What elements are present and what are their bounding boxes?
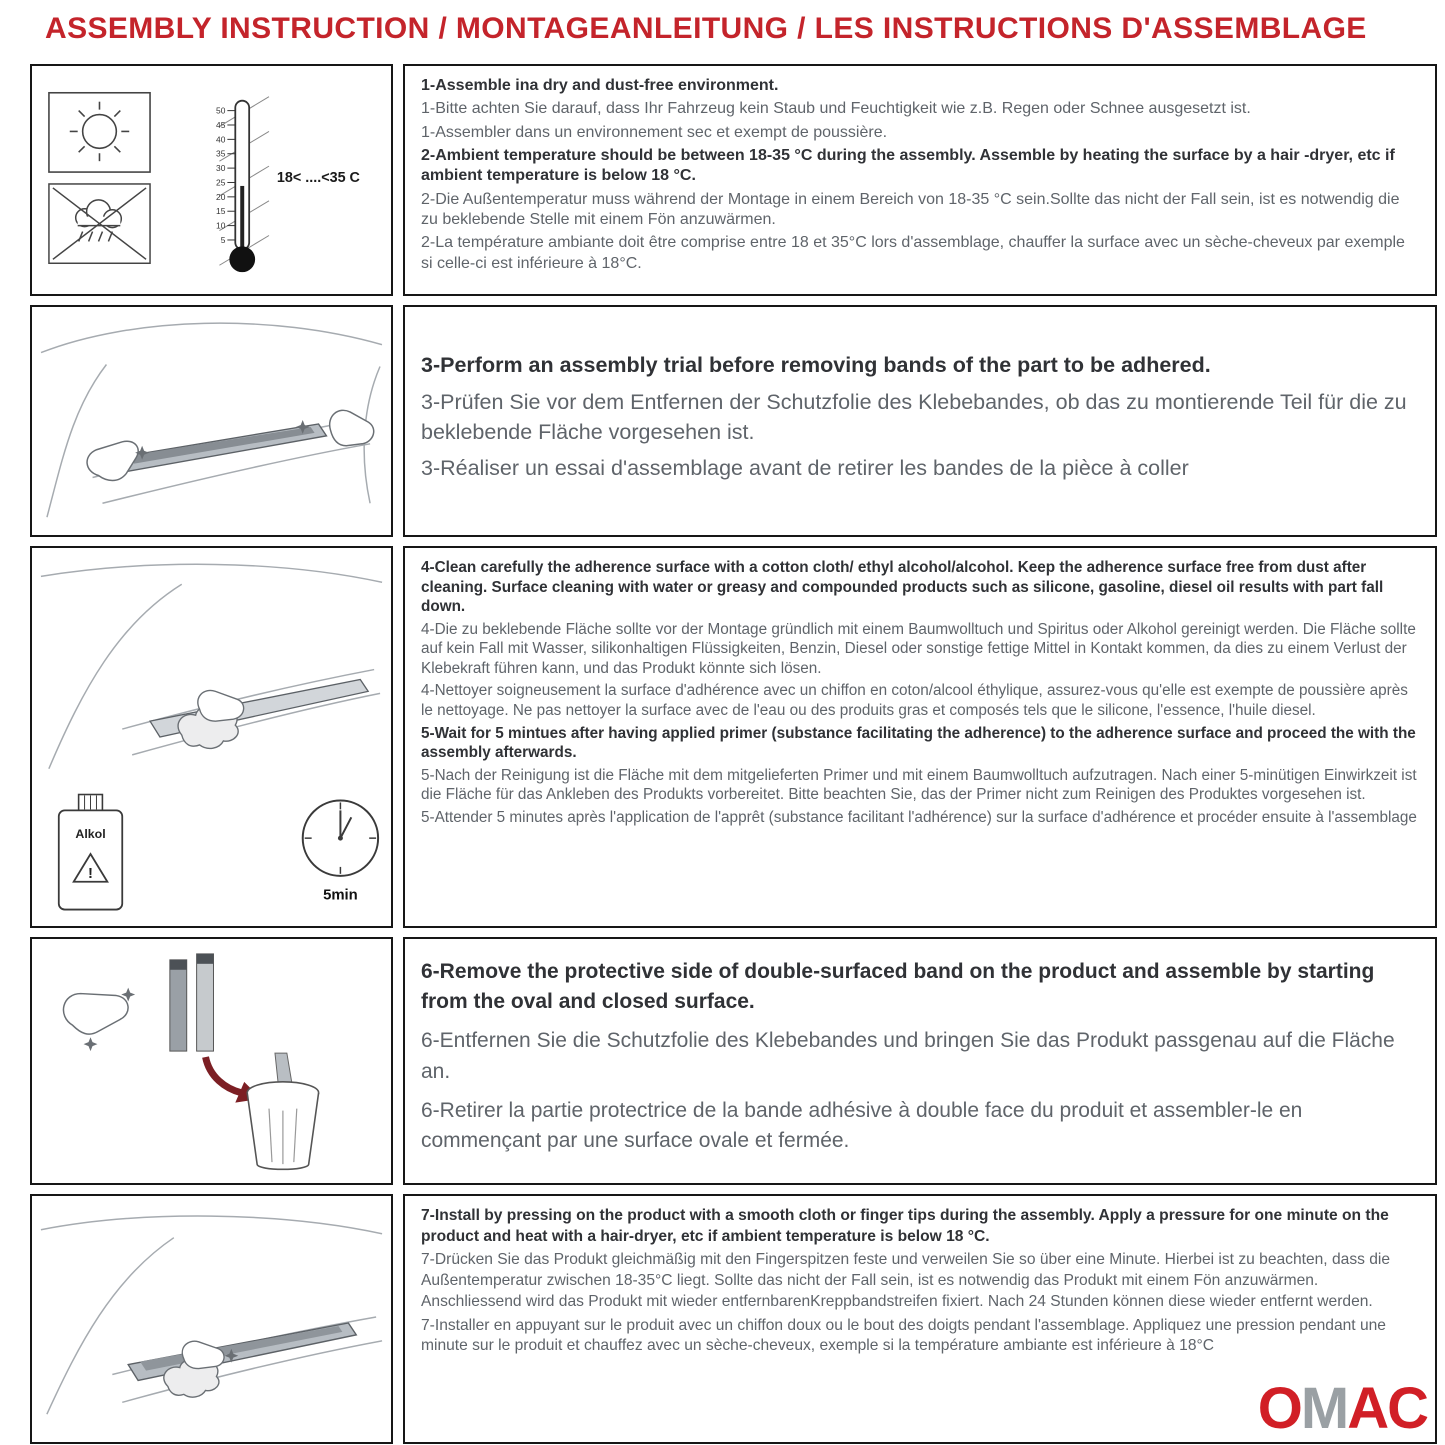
step-7-text <box>403 1194 1437 1444</box>
svg-text:45: 45 <box>216 119 226 130</box>
red-arrow-icon <box>206 1057 242 1093</box>
step1-fr: 1-Assembler dans un environnement sec et exempt de poussière. <box>421 123 888 141</box>
step4-fr: 4-Nettoyer soigneusement la surface d'adhérence avec un chiffon en coton/alcool éthylique, assurez-vous qu'elle est exempte de poussière après le nettoyage. Ne pas nettoyer la surface avec de l'eau ou des produits gras et composés tels que le silicone, l'essence, l'huile diesel. <box>421 682 1408 720</box>
assembly-trial-figure <box>30 305 393 537</box>
hand-icon <box>182 1341 224 1368</box>
band-tip <box>197 954 214 964</box>
step7-fr: 7-Installer en appuyant sur le produit avec un chiffon doux ou le bout des doigts pendant l'assemblage. Appliquez une pression pendant une minute sur le produit et chauffez avec un sèche-cheveux, exemple si la température ambiante est inférieure à 18°C <box>421 1316 1386 1355</box>
svg-text:15: 15 <box>216 206 226 217</box>
no-rain-icon <box>49 184 150 263</box>
row-step-4-5 <box>30 546 1437 928</box>
step5-de: 5-Nach der Reinigung ist die Fläche mit dem mitgelieferten Primer und mit einem Baumwolltuch aufzutragen. Nach einer 5-minütigen Einwirkzeit ist die Fläche für das Ankleben des Produkts vorbereitet. Bitte beachten Sie, das der Primer nicht zum Reinigen des Produktes vorgesehen ist. <box>421 766 1417 804</box>
band-tip <box>170 960 187 970</box>
page-title: ASSEMBLY INSTRUCTION / MONTAGEANLEITUNG / LES INSTRUCTIONS D'ASSEMBLAGE <box>45 12 1367 45</box>
svg-text:30: 30 <box>216 163 226 174</box>
press-install-figure <box>30 1194 393 1444</box>
sun-icon <box>49 93 150 172</box>
door-sill-strip-inner <box>128 427 314 464</box>
step4-de: 4-Die zu beklebende Fläche sollte vor der Montage gründlich mit einem Baumwolltuch und Spiritus oder Alkohol gereinigt werden. Die Fläche sollte auf kein Fall mit Wasser, silikonhaltigen Flüssigkeiten, Benzin, Diesel oder sonstige fettige Mittel in Kontakt kommen, da dies zu einem Verlust der Klebekraft führen kann, und das Produkt könnte sich lösen. <box>421 620 1416 677</box>
environment-temperature-illustration <box>33 67 390 293</box>
hand-icon <box>198 690 244 721</box>
svg-text:50: 50 <box>216 105 226 116</box>
step5-fr: 5-Attender 5 minutes après l'application de l'apprêt (substance facilitant l'adhérence) sur la surface d'adhérence et procéder ensuite à l'assemblage <box>421 808 1417 826</box>
trash-can-icon <box>247 1082 318 1170</box>
step1-en: 1-Assemble ina dry and dust-free environment. <box>421 77 779 94</box>
step6-de: 6-Entfernen Sie die Schutzfolie des Klebebandes und bringen Sie das Produkt passgenau auf die Fläche an. <box>421 1029 1395 1083</box>
step5-en: 5-Wait for 5 mintues after having applied primer (substance facilitating the adherence) to the adherence surface and proceed the with the assembly afterwards. <box>421 724 1416 762</box>
step-4-5-text <box>403 546 1437 928</box>
assembly-trial-illustration <box>33 309 390 533</box>
instruction-rows <box>30 64 1437 1444</box>
step3-de: 3-Prüfen Sie vor dem Entfernen der Schutzfolie des Klebebandes, ob das zu montierende Teil für die zu beklebende Fläche vorgesehen ist. <box>421 389 1407 444</box>
step6-en: 6-Remove the protective side of double-surfaced band on the product and assemble by starting from the oval and closed surface. <box>421 959 1375 1014</box>
step1-de: 1-Bitte achten Sie darauf, dass Ihr Fahrzeug kein Staub und Feuchtigkeit wie z.B. Regen oder Schnee ausgesetzt ist. <box>421 100 1251 118</box>
left-hand-icon <box>87 441 138 480</box>
cleaning-primer-figure <box>30 546 393 928</box>
press-install-illustration <box>33 1200 390 1438</box>
environment-temperature-figure <box>30 64 393 296</box>
hand-icon <box>63 994 128 1035</box>
alcohol-label: Alkol <box>75 827 106 842</box>
step3-fr: 3-Réaliser un essai d'assemblage avant de retirer les bandes de la pièce à coller <box>421 456 1189 481</box>
adhesive-band <box>170 960 187 1051</box>
clock-icon <box>303 800 378 903</box>
logo-letter-m: M <box>1300 1376 1348 1441</box>
step-3-text <box>403 305 1437 537</box>
clock-label: 5min <box>323 887 358 904</box>
step6-fr: 6-Retirer la partie protectrice de la bande adhésive à double face du produit et assembler-le en commençant par une surface ovale et fermée. <box>421 1098 1303 1152</box>
svg-text:35: 35 <box>216 148 226 159</box>
step2-fr: 2-La température ambiante doit être comprise entre 18 et 35°C lors d'assemblage, chauffer la surface avec un sèche-cheveux par exemple si celle-ci est inférieure à 18°C. <box>421 234 1405 272</box>
row-step-3 <box>30 305 1437 537</box>
step4-en: 4-Clean carefully the adherence surface with a cotton cloth/ ethyl alcohol/alcohol. Keep the adherence surface free from dust after cleaning. Surface cleaning with water or greasy and compounded products such as silicone, gasoline, diesel oil results with part fall down. <box>421 559 1384 616</box>
thermometer-scale <box>216 106 226 245</box>
logo-letter-c: C <box>1387 1376 1427 1441</box>
step-1-2-text <box>403 64 1437 296</box>
row-step-6 <box>30 937 1437 1185</box>
logo-letter-a: A <box>1347 1376 1388 1441</box>
svg-text:25: 25 <box>216 177 226 188</box>
temperature-range-label: 18< ....<35 C <box>276 169 360 186</box>
omac-logo <box>1252 1376 1427 1441</box>
step2-en: 2-Ambient temperature should be between 18-35 °C during the assembly. Assemble by heating the surface by a hair -dryer, etc if ambient temperature is below 18 °C. <box>421 146 1395 185</box>
step2-de: 2-Die Außentemperatur muss während der Montage in einem Bereich von 18-35 °C sein.Sollte das nicht der Fall sein, ist es notwendig die zu beklebende Stelle mit einem Fön anzuwärmen. <box>421 190 1400 228</box>
alcohol-bottle-icon <box>59 795 122 910</box>
adhesive-band <box>197 954 214 1051</box>
svg-text:20: 20 <box>216 191 226 202</box>
logo-letter-o: O <box>1257 1376 1301 1441</box>
svg-text:10: 10 <box>216 220 226 231</box>
door-sill-strip-inner <box>140 1326 342 1371</box>
svg-text:5: 5 <box>220 234 226 245</box>
step3-en: 3-Perform an assembly trial before removing bands of the part to be adhered. <box>421 353 1211 378</box>
step7-en: 7-Install by pressing on the product with a smooth cloth or finger tips during the assembly. Apply a pressure for one minute on the product and heat with a hair-dryer, etc if ambient temperature is below 18 °C. <box>421 1207 1389 1245</box>
thermometer-icon <box>216 97 360 272</box>
peel-band-illustration <box>33 942 390 1180</box>
svg-text:40: 40 <box>216 134 226 145</box>
step-6-text <box>403 937 1437 1185</box>
step7-de: 7-Drücken Sie das Produkt gleichmäßig mit den Fingerspitzen feste und verweilen Sie so über eine Minute. Hierbei ist zu beachten, dass die Außentemperatur zwischen 18-35°C liegt. Sollte das nicht der Fall sein, ist es notwendig das Produkt mit einem Fön anzuwärmen. Anschliessend wird das Produkt mit wieder entfernbarenKreppbandstreifen fixiert. Nach 24 Stunden können diese wieder entfernt werden. <box>421 1251 1391 1310</box>
row-step-1-2 <box>30 64 1437 296</box>
sparkle-icon <box>84 1037 98 1051</box>
warning-exclamation: ! <box>88 865 93 882</box>
remove-band-figure <box>30 937 393 1185</box>
row-step-7 <box>30 1194 1437 1444</box>
cleaning-illustration <box>33 550 390 924</box>
